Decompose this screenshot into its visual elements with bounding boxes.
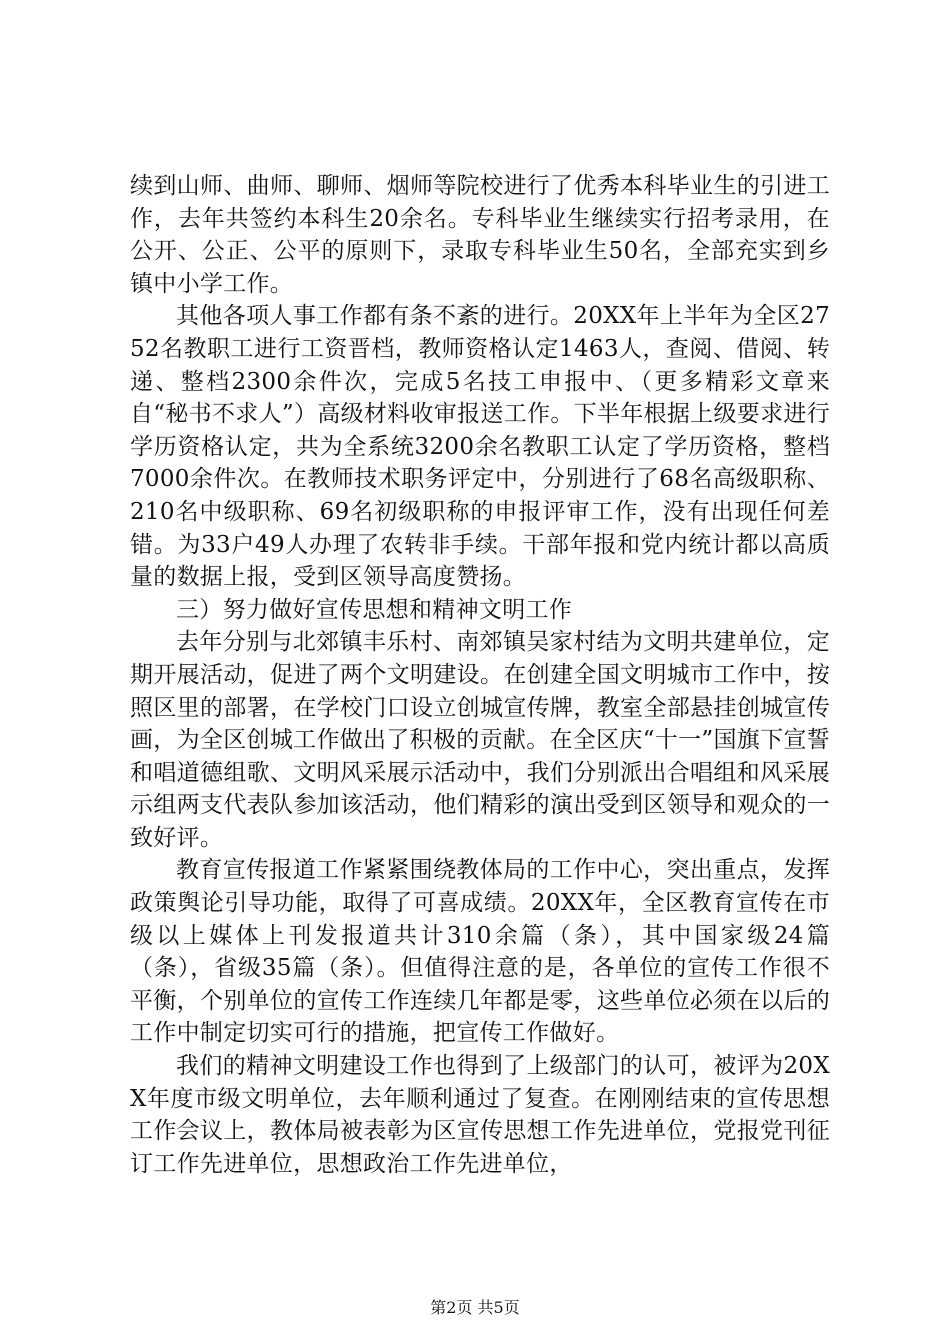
paragraph-education-publicity: 教育宣传报道工作紧紧围绕教体局的工作中心，突出重点，发挥政策舆论引导功能，取得了可喜成绩。20XX年，全区教育宣传在市级以上媒体上刊发报道共计310余篇（条），其中国家级24篇（条），省级35篇（条）。但值得注意的是，各单位的宣传工作很不平衡，个别单位的宣传工作连续几年都是零，这些单位必须在以后的工作中制定切实可行的措施，把宣传工作做好。 [130, 857, 830, 1047]
paragraph-recruitment-continued: 续到山师、曲师、聊师、烟师等院校进行了优秀本科毕业生的引进工作，去年共签约本科生20余名。专科毕业生继续实行招考录用，在公开、公正、公平的原则下，录取专科毕业生50名，全部充实到乡镇中小学工作。 [130, 173, 830, 297]
document-body [130, 170, 830, 1180]
paragraph-spiritual-civilization: 我们的精神文明建设工作也得到了上级部门的认可，被评为20XX年度市级文明单位，去年顺利通过了复查。在刚刚结束的宣传思想工作会议上，教体局被表彰为区宣传思想工作先进单位，党报党刊征订工作先进单位，思想政治工作先进单位， [130, 1053, 830, 1177]
page-number-footer: 第2页 共5页 [430, 1298, 520, 1317]
paragraph-civilization-building: 去年分别与北郊镇丰乐村、南郊镇吴家村结为文明共建单位，定期开展活动，促进了两个文明建设。在创建全国文明城市工作中，按照区里的部署，在学校门口设立创城宣传牌，教室全部悬挂创城宣传画，为全区创城工作做出了积极的贡献。在全区庆“十一”国旗下宣誓和唱道德组歌、文明风采展示活动中，我们分别派出合唱组和风采展示组两支代表队参加该活动，他们精彩的演出受到区领导和观众的一致好评。 [130, 629, 830, 851]
section-heading-propaganda: 三）努力做好宣传思想和精神文明工作 [176, 596, 573, 623]
paragraph-personnel-work: 其他各项人事工作都有条不紊的进行。20XX年上半年为全区2752名教职工进行工资晋档，教师资格认定1463人，查阅、借阅、转递、整档2300余件次，完成5名技工申报中、（更多精彩文章来自“秘书不求人”）高级材料收审报送工作。下半年根据上级要求进行学历资格认定，共为全系统3200余名教职工认定了学历资格，整档7000余件次。在教师技术职务评定中，分别进行了68名高级职称、210名中级职称、69名初级职称的申报评审工作，没有出现任何差错。为33户49人办理了农转非手续。干部年报和党内统计都以高质量的数据上报，受到区领导高度赞扬。 [130, 303, 830, 591]
